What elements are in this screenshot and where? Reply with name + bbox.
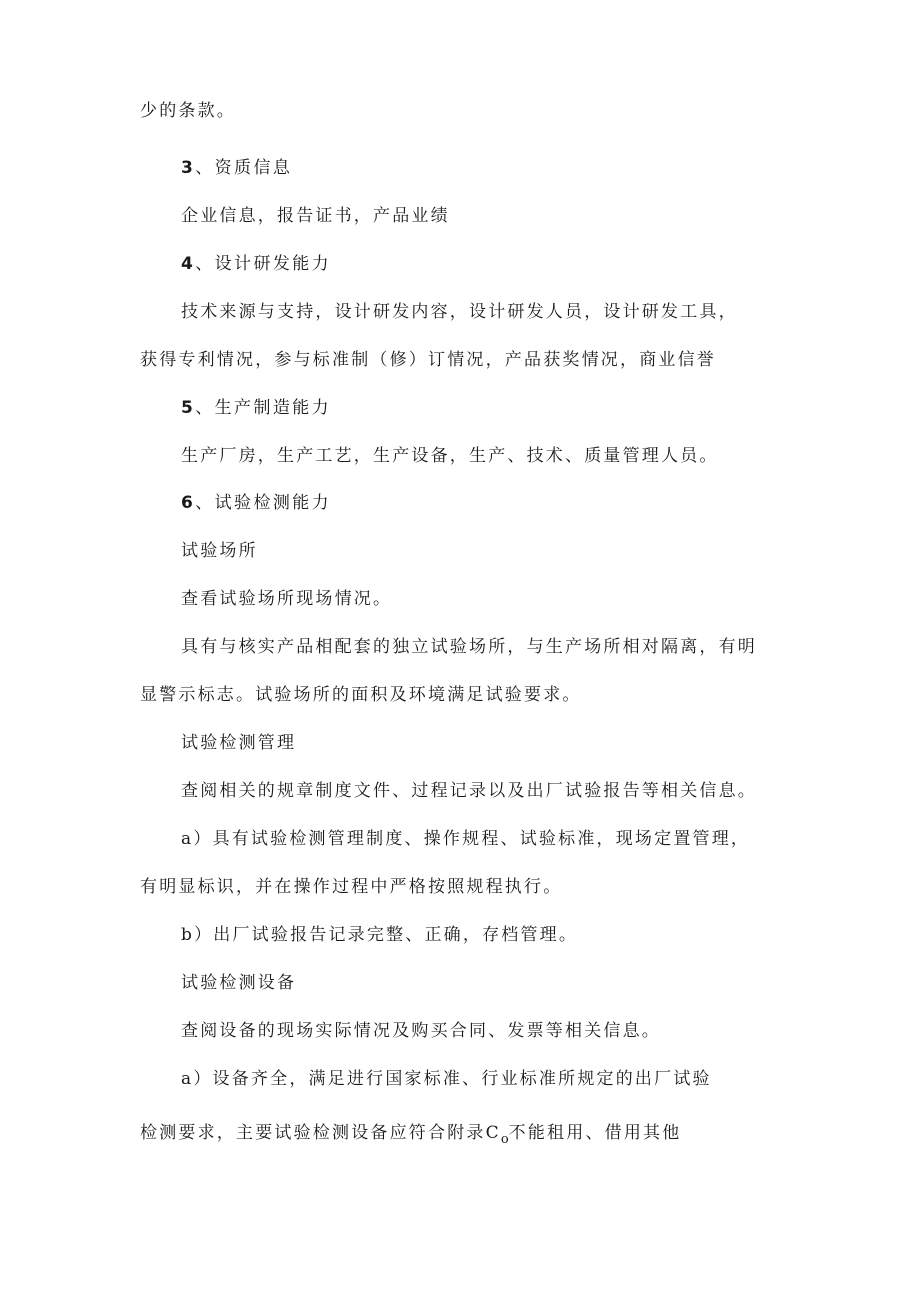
subsection-label: 试验场所	[181, 541, 258, 561]
section-title: 设计研发能力	[214, 254, 332, 274]
paragraph-line: 获得专利情况，参与标准制（修）订情况，产品获奖情况，商业信誉	[140, 350, 716, 370]
subsection-label: 试验检测设备	[181, 973, 297, 993]
section-heading-3	[181, 157, 292, 179]
paragraph-line: 有明显标识，并在操作过程中严格按照规程执行。	[140, 877, 563, 897]
section-title: 试验检测能力	[214, 493, 332, 513]
section-title: 资质信息	[214, 158, 293, 178]
section-heading-4	[181, 253, 331, 275]
section-heading-6	[181, 492, 331, 514]
section-separator: 、	[195, 398, 215, 418]
section-number: 6	[181, 493, 196, 513]
paragraph-line: 具有与核实产品相配套的独立试验场所，与生产场所相对隔离，有明	[181, 637, 757, 657]
section-separator: 、	[195, 254, 215, 274]
subsection-label: 试验检测管理	[181, 733, 297, 753]
paragraph-line: 少的条款。	[140, 101, 236, 121]
text-run: 检测要求，主要试验检测设备应符合附录C	[140, 1123, 501, 1143]
list-item-b: b）出厂试验报告记录完整、正确，存档管理。	[181, 925, 579, 945]
paragraph-line: 显警示标志。试验场所的面积及环境满足试验要求。	[140, 685, 582, 705]
section-separator: 、	[195, 158, 215, 178]
paragraph-line: 生产厂房，生产工艺，生产设备，生产、技术、质量管理人员。	[181, 446, 719, 466]
paragraph-line: 查看试验场所现场情况。	[181, 589, 393, 609]
subscript-text: o	[500, 1132, 509, 1147]
section-separator: 、	[195, 493, 215, 513]
section-heading-5	[181, 397, 331, 419]
text-run: 不能租用、借用其他	[508, 1123, 682, 1143]
section-number: 3	[181, 158, 196, 178]
paragraph-line: 技术来源与支持，设计研发内容，设计研发人员，设计研发工具，	[181, 302, 738, 322]
list-item-a: a）设备齐全，满足进行国家标准、行业标准所规定的出厂试验	[181, 1069, 712, 1089]
paragraph-line: 企业信息，报告证书，产品业绩	[181, 206, 450, 226]
section-title: 生产制造能力	[214, 398, 332, 418]
section-number: 4	[181, 254, 196, 274]
list-item-a: a）具有试验检测管理制度、操作规程、试验标准，现场定置管理，	[181, 829, 751, 849]
paragraph-line: 查阅设备的现场实际情况及购买合同、发票等相关信息。	[181, 1021, 661, 1041]
paragraph-line	[140, 1122, 681, 1146]
paragraph-line: 查阅相关的规章制度文件、过程记录以及出厂试验报告等相关信息。	[181, 781, 757, 801]
section-number: 5	[181, 398, 196, 418]
